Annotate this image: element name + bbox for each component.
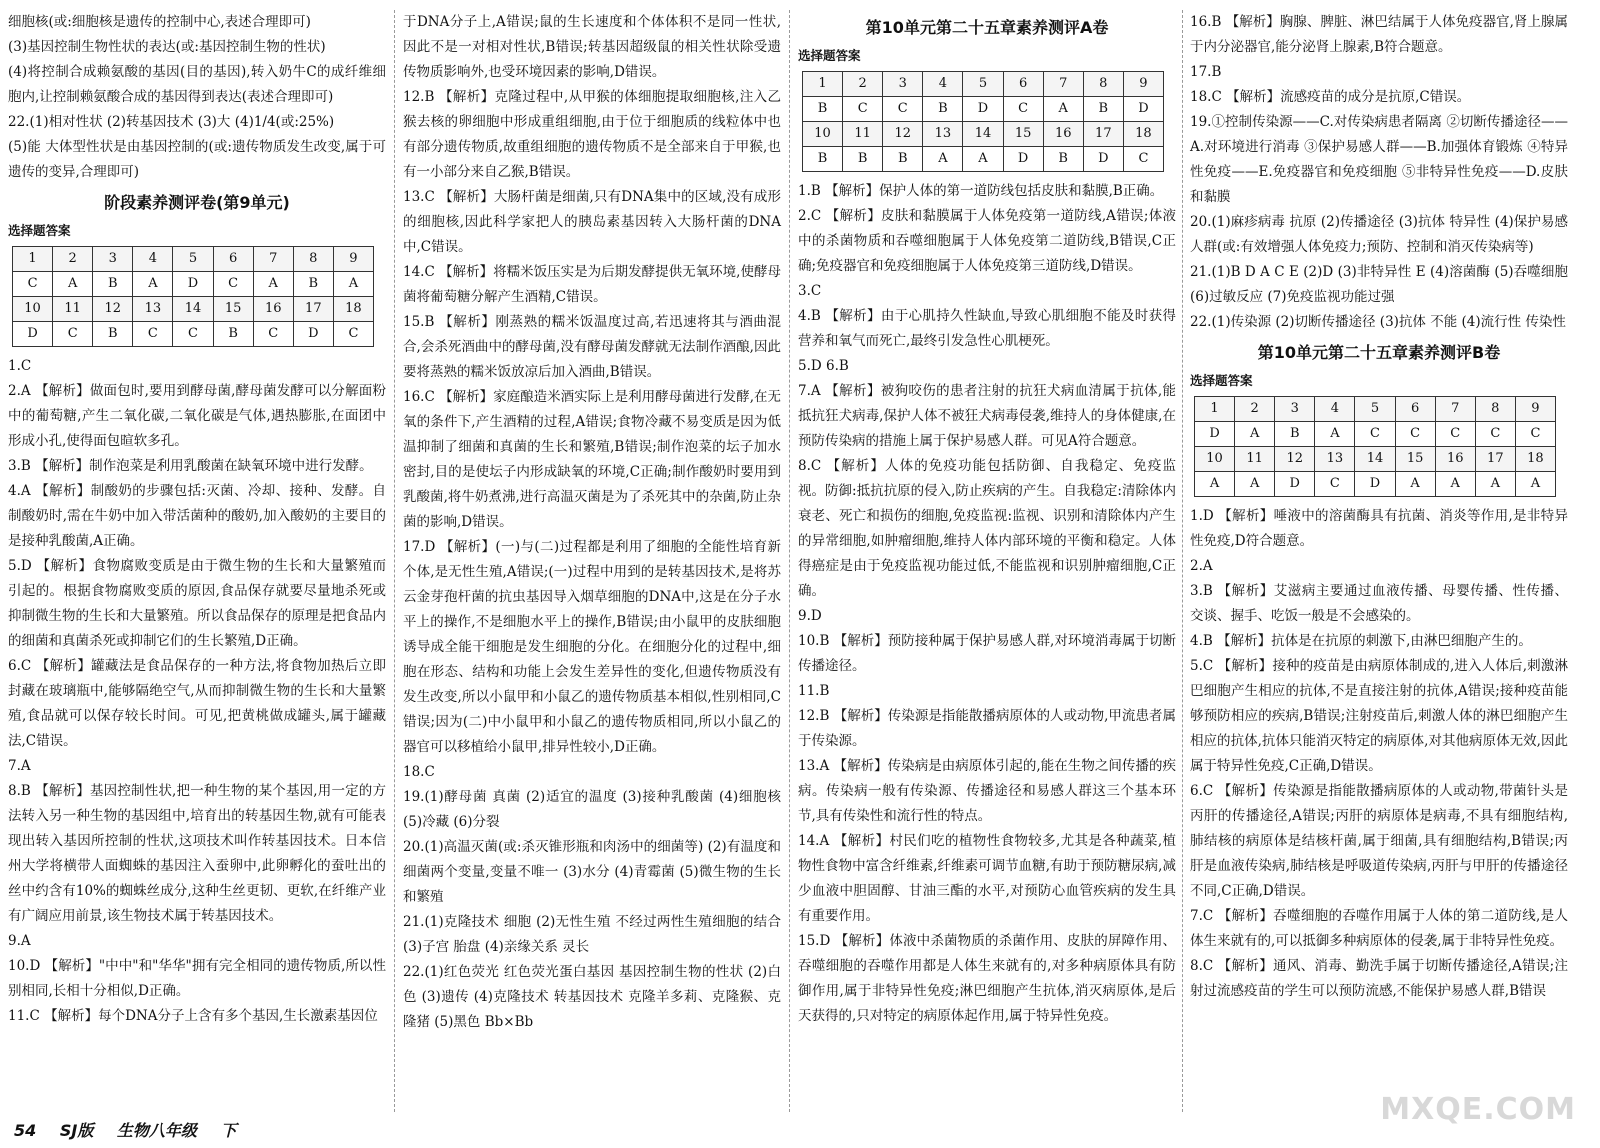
table-cell: A [333,272,373,297]
table-cell: 16 [1435,447,1475,472]
table-cell: 1 [803,72,843,97]
answer-paragraph: 12.B 【解析】克隆过程中,从甲猴的体细胞提取细胞核,注入乙猴去核的卵细胞中形成重组细胞,由于位于细胞质的线粒体中也有部分遗传物质,故重组细胞的遗传物质不是全部来自于甲猴,也有一小部分来自乙猴,B错误。 [403,89,781,180]
table-cell: B [93,272,133,297]
table-row [1195,397,1556,422]
table-cell: 4 [923,72,963,97]
table-cell: A [1395,472,1435,497]
table-cell: 14 [1355,447,1395,472]
answer-paragraph: 3.B 【解析】艾滋病主要通过血液传播、母婴传播、性传播、交谈、握手、吃饭一般是不会感染的。 [1190,583,1568,624]
table-cell: A [963,147,1003,172]
table-cell: 2 [53,247,93,272]
table-cell: D [293,322,333,347]
table-cell: 11 [1235,447,1275,472]
table-cell: 8 [293,247,333,272]
table-cell: 17 [1475,447,1515,472]
table-row [13,297,374,322]
table-cell: 13 [1315,447,1355,472]
table-cell: D [963,97,1003,122]
table-cell: B [1083,97,1123,122]
table-cell: 11 [843,122,883,147]
table-cell: 3 [93,247,133,272]
table-cell: D [1355,472,1395,497]
table-cell: 18 [333,297,373,322]
answer-paragraph: 21.(1)克隆技术 细胞 (2)无性生殖 不经过两性生殖细胞的结合 (3)子宫 胎盘 (4)亲缘关系 灵长 [403,914,781,955]
table-cell: 3 [1275,397,1315,422]
table-cell: 12 [883,122,923,147]
page-footer [14,1118,255,1141]
table-cell: B [883,147,923,172]
answer-paragraph: 18.C 【解析】流感疫苗的成分是抗原,C错误。 [1190,89,1471,105]
table-cell: D [1275,472,1315,497]
table-cell: A [133,272,173,297]
table-cell: C [333,322,373,347]
table-cell: 5 [963,72,1003,97]
table-cell: 6 [1395,397,1435,422]
answer-paragraph: 4.B 【解析】由于心肌持久性缺血,导致心肌细胞不能及时获得营养和氧气而死亡,最终引发急性心肌梗死。 [798,308,1176,349]
table-cell: 13 [923,122,963,147]
answer-paragraph: 21.(1)B D A C E (2)D (3)非特异性 E (4)溶菌酶 (5)吞噬细胞 (6)过敏反应 (7)免疫监视功能过强 [1190,264,1568,305]
table-row [13,247,374,272]
table-cell: 11 [53,297,93,322]
table-cell: 15 [1395,447,1435,472]
page-number: 54 [14,1121,37,1140]
answer-paragraph: 4.A 【解析】制酸奶的步骤包括:灭菌、冷却、接种、发酵。自制酸奶时,需在牛奶中加入带活菌种的酸奶,加入酸奶的主要目的是接种乳酸菌,A正确。 [8,483,386,549]
table-cell: D [1195,422,1235,447]
column-2 [403,10,781,1035]
answer-paragraph: 2.A 【解析】做面包时,要用到酵母菌,酵母菌发酵可以分解面粉中的葡萄糖,产生二氧化碳,二氧化碳是气体,遇热膨胀,在面团中形成小孔,使得面包暄软多孔。 [8,383,386,449]
table-cell: B [803,147,843,172]
answer-paragraph: 22.(1)相对性状 (2)转基因技术 (3)大 (4)1/4(或:25%) [8,114,335,130]
table-row [803,97,1164,122]
watermark: MXQE.COM [1380,1092,1576,1127]
table-cell: 6 [213,247,253,272]
answer-paragraph: 2.A [1190,558,1213,574]
table-cell: 14 [173,297,213,322]
table-cell: A [1043,97,1083,122]
table-cell: 18 [1123,122,1163,147]
table-cell: B [213,322,253,347]
table-cell: A [1515,472,1555,497]
table-cell: 12 [93,297,133,322]
answer-paragraph: 10.D 【解析】"中中"和"华华"拥有完全相同的遗传物质,所以性别相同,长相十分相似,D正确。 [8,958,386,999]
answer-paragraph: 2.C 【解析】皮肤和黏膜属于人体免疫第一道防线,A错误;体液中的杀菌物质和吞噬细胞属于人体免疫第二道防线,B错误,C正确;免疫器官和免疫细胞属于人体免疫第三道防线,D错误。 [798,208,1176,274]
answer-paragraph: 5.C 【解析】接种的疫苗是由病原体制成的,进入人体后,刺激淋巴细胞产生相应的抗体,不是直接注射的抗体,A错误;接种疫苗能够预防相应的疾病,B错误;注射疫苗后,刺激人体的淋巴细胞产生相应的抗体,抗体只能消灭特定的病原体,对其他病原体无效,因此属于特异性免疫,C正确,D错误。 [1190,658,1568,774]
answer-paragraph: 3.C [798,283,822,299]
answer-paragraph: (5)能 大体型性状是由基因控制的(或:遗传物质发生改变,属于可遗传的变异,合理即可) [8,139,386,180]
table-row [13,322,374,347]
answer-paragraph: 1.B 【解析】保护人体的第一道防线包括皮肤和黏膜,B正确。 [798,183,1164,199]
answer-table [1194,396,1556,497]
section-title: 第10单元第二十五章素养测评B卷 [1257,343,1501,362]
table-cell: C [53,322,93,347]
table-cell: A [1475,472,1515,497]
table-cell: D [173,272,213,297]
answer-paragraph: 20.(1)麻疹病毒 抗原 (2)传播途径 (3)抗体 特异性 (4)保护易感人群(或:有效增强人体免疫力;预防、控制和消灭传染病等) [1190,214,1568,255]
table-cell: C [1395,422,1435,447]
table-cell: A [1235,422,1275,447]
answer-paragraph: 8.B 【解析】基因控制性状,把一种生物的某个基因,用一定的方法转入另一种生物的基因组中,培育出的转基因生物,就有可能表现出转入基因所控制的性状,这项技术叫作转基因技术。日本信州大学将横带人面蜘蛛的基因注入蚕卵中,此卵孵化的蚕吐出的丝中约含有10%的蜘蛛丝成分,这种生丝更韧、更软,在纤维产业有广阔应用前景,该生物技术属于转基因技术。 [8,783,386,924]
table-cell: A [923,147,963,172]
table-cell: 5 [173,247,213,272]
column-divider [1182,10,1183,1112]
table-cell: D [1123,97,1163,122]
answer-paragraph: 9.D [798,608,822,624]
table-cell: A [1435,472,1475,497]
table-row [13,272,374,297]
answer-paragraph: 5.D 6.B [798,358,849,374]
answer-paragraph: 7.C 【解析】吞噬细胞的吞噬作用属于人体的第二道防线,是人体生来就有的,可以抵御多种病原体的侵袭,属于非特异性免疫。 [1190,908,1568,949]
answer-paragraph: 6.C 【解析】传染源是指能散播病原体的人或动物,带菌针头是丙肝的传播途径,A错误;丙肝的病原体是病毒,不具有细胞结构,肺结核的病原体是结核杆菌,属于细菌,具有细胞结构,B错误;丙肝是血液传染病,肺结核是呼吸道传染病,丙肝与甲肝的传播途径不同,C正确,D错误。 [1190,783,1568,899]
table-cell: 18 [1515,447,1555,472]
table-cell: C [1355,422,1395,447]
answer-paragraph: 10.B 【解析】预防接种属于保护易感人群,对环境消毒属于切断传播途径。 [798,633,1176,674]
answers-label: 选择题答案 [798,48,861,63]
table-cell: 1 [13,247,53,272]
table-row [803,122,1164,147]
section-title: 阶段素养测评卷(第9单元) [104,193,290,212]
answer-paragraph: 17.B [1190,64,1222,80]
answer-paragraph: 18.C [403,764,435,780]
answer-paragraph: 22.(1)红色荧光 红色荧光蛋白基因 基因控制生物的性状 (2)白色 (3)遗传 (4)克隆技术 转基因技术 克隆羊多莉、克隆猴、克隆猪 (5)黑色 Bb×Bb [403,964,781,1030]
answer-paragraph: 13.C 【解析】大肠杆菌是细菌,只有DNA集中的区域,没有成形的细胞核,因此科学家把人的胰岛素基因转入大肠杆菌的DNA中,C错误。 [403,189,781,255]
answer-paragraph: 16.B 【解析】胸腺、脾脏、淋巴结属于人体免疫器官,肾上腺属于内分泌器官,能分泌肾上腺素,B符合题意。 [1190,14,1568,55]
answer-paragraph: 13.A 【解析】传染病是由病原体引起的,能在生物之间传播的疾病。传染病一般有传染源、传播途径和易感人群这三个基本环节,具有传染性和流行性的特点。 [798,758,1176,824]
table-cell: 4 [1315,397,1355,422]
answer-paragraph: (3)基因控制生物性状的表达(或:基因控制生物的性状) [8,39,326,55]
table-cell: B [293,272,333,297]
table-cell: 2 [843,72,883,97]
table-cell: 14 [963,122,1003,147]
answer-paragraph: 于DNA分子上,A错误;鼠的生长速度和个体体积不是同一性状,因此不是一对相对性状,B错误;转基因超级鼠的相关性状除受遗传物质影响外,也受环境因素的影响,D错误。 [403,14,781,80]
table-row [1195,447,1556,472]
table-cell: C [133,322,173,347]
table-cell: B [1275,422,1315,447]
table-cell: 9 [333,247,373,272]
table-cell: B [843,147,883,172]
answer-paragraph: 7.A 【解析】被狗咬伤的患者注射的抗狂犬病血清属于抗体,能抵抗狂犬病毒,保护人体不被狂犬病毒侵袭,维持人的身体健康,在预防传染病的措施上属于保护易感人群。可见A符合题意。 [798,383,1176,449]
answer-paragraph: 16.C 【解析】家庭酿造米酒实际上是利用酵母菌进行发酵,在无氧的条件下,产生酒精的过程,A错误;食物冷藏不易变质是因为低温抑制了细菌和真菌的生长和繁殖,B错误;制作泡菜的坛子加水密封,目的是使坛子内形成缺氧的环境,C正确;制作酸奶时要用到乳酸菌,将牛奶煮沸,进行高温灭菌是为了杀死其中的杂菌,防止杂菌的影响,D错误。 [403,389,781,530]
table-cell: 13 [133,297,173,322]
column-divider [394,10,395,1112]
table-cell: 1 [1195,397,1235,422]
table-cell: 4 [133,247,173,272]
volume-label: 下 [220,1121,237,1140]
table-cell: C [1003,97,1043,122]
answer-paragraph: 19.(1)酵母菌 真菌 (2)适宜的温度 (3)接种乳酸菌 (4)细胞核 (5)冷藏 (6)分裂 [403,789,781,830]
column-1 [8,10,386,1029]
answer-paragraph: 14.C 【解析】将糯米饭压实是为后期发酵提供无氧环境,使酵母菌将葡萄糖分解产生酒精,C错误。 [403,264,781,305]
answer-paragraph: (4)将控制合成赖氨酸的基因(目的基因),转入奶牛C的成纤维细胞内,让控制赖氨酸合成的基因得到表达(表述合理即可) [8,64,386,105]
table-cell: 5 [1355,397,1395,422]
answer-table [12,246,374,347]
section-title: 第10单元第二十五章素养测评A卷 [865,18,1109,37]
table-cell: 7 [253,247,293,272]
answer-table [802,71,1164,172]
table-cell: 15 [213,297,253,322]
table-cell: C [1123,147,1163,172]
table-cell: B [923,97,963,122]
table-cell: 17 [1083,122,1123,147]
table-cell: C [1475,422,1515,447]
table-cell: A [1195,472,1235,497]
table-cell: 17 [293,297,333,322]
table-cell: 9 [1515,397,1555,422]
table-cell: B [93,322,133,347]
answer-paragraph: 14.A 【解析】村民们吃的植物性食物较多,尤其是各种蔬菜,植物性食物中富含纤维素,纤维素可调节血糖,有助于预防糖尿病,减少血液中胆固醇、甘油三酯的水平,对预防心血管疾病的发生具有重要作用。 [798,833,1176,924]
answer-paragraph: 3.B 【解析】制作泡菜是利用乳酸菌在缺氧环境中进行发酵。 [8,458,373,474]
table-cell: 3 [883,72,923,97]
table-cell: C [843,97,883,122]
table-cell: D [13,322,53,347]
table-cell: C [213,272,253,297]
table-cell: 7 [1435,397,1475,422]
answer-paragraph: 9.A [8,933,31,949]
table-row [1195,422,1556,447]
table-cell: 8 [1083,72,1123,97]
answer-paragraph: 17.D 【解析】(一)与(二)过程都是利用了细胞的全能性培育新个体,是无性生殖,A错误;(一)过程中用到的是转基因技术,是将苏云金芽孢杆菌的抗虫基因导入烟草细胞的DNA中,这是在分子水平上的操作,不是细胞水平上的操作,B错误;由小鼠甲的皮肤细胞诱导成全能干细胞是发生细胞的分化。在细胞分化的过程中,细胞在形态、结构和功能上会发生差异性的变化,但遗传物质没有发生改变,所以小鼠甲和小鼠乙的遗传物质基本相似,性别相同,C错误;因为(二)中小鼠甲和小鼠乙的遗传物质相同,所以小鼠乙的器官可以移植给小鼠甲,排异性较小,D正确。 [403,539,781,755]
table-cell: C [1315,472,1355,497]
column-3 [798,10,1176,1029]
table-cell: C [1515,422,1555,447]
answer-paragraph: 1.C [8,358,32,374]
answer-paragraph: 11.C 【解析】每个DNA分子上含有多个基因,生长激素基因位 [8,1008,378,1024]
table-cell: 10 [803,122,843,147]
answer-paragraph: 20.(1)高温灭菌(或:杀灭锥形瓶和肉汤中的细菌等) (2)有温度和细菌两个变量,变量不唯一 (3)水分 (4)青霉菌 (5)微生物的生长和繁殖 [403,839,781,905]
table-cell: C [1435,422,1475,447]
answer-paragraph: 细胞核(或:细胞核是遗传的控制中心,表述合理即可) [8,14,311,30]
table-row [803,147,1164,172]
answer-paragraph: 12.B 【解析】传染源是指能散播病原体的人或动物,甲流患者属于传染源。 [798,708,1176,749]
answer-paragraph: 7.A [8,758,31,774]
subject-label: 生物八年级 [116,1121,197,1140]
table-cell: B [803,97,843,122]
edition-label: SJ版 [59,1121,94,1140]
table-cell: 8 [1475,397,1515,422]
answers-label: 选择题答案 [1190,373,1253,388]
table-cell: 15 [1003,122,1043,147]
answer-paragraph: 8.C 【解析】通风、消毒、勤洗手属于切断传播途径,A错误;注射过流感疫苗的学生可以预防流感,不能保护易感人群,B错误 [1190,958,1568,999]
answers-label: 选择题答案 [8,223,71,238]
column-divider [789,10,790,1112]
answer-paragraph: 11.B [798,683,830,699]
answer-paragraph: 1.D 【解析】唾液中的溶菌酶具有抗菌、消炎等作用,是非特异性免疫,D符合题意。 [1190,508,1568,549]
table-cell: A [1235,472,1275,497]
table-cell: 2 [1235,397,1275,422]
table-cell: 12 [1275,447,1315,472]
table-cell: 9 [1123,72,1163,97]
answer-paragraph: 8.C 【解析】人体的免疫功能包括防御、自我稳定、免疫监视。防御:抵抗抗原的侵入,防止疾病的产生。自我稳定:清除体内衰老、死亡和损伤的细胞,免疫监视:监视、识别和清除体内产生的异常细胞,如肿瘤细胞,维持人体内部环境的平衡和稳定。人体得癌症是由于免疫监视功能过低,不能监视和识别肿瘤细胞,C正确。 [798,458,1176,599]
table-cell: A [53,272,93,297]
column-4 [1190,10,1568,1004]
answer-paragraph: 22.(1)传染源 (2)切断传播途径 (3)抗体 不能 (4)流行性 传染性 [1190,314,1566,330]
table-row [1195,472,1556,497]
table-cell: 16 [1043,122,1083,147]
table-cell: D [1083,147,1123,172]
answer-paragraph: 4.B 【解析】抗体是在抗原的刺激下,由淋巴细胞产生的。 [1190,633,1532,649]
table-cell: C [253,322,293,347]
answer-paragraph: 15.B 【解析】刚蒸熟的糯米饭温度过高,若迅速将其与酒曲混合,会杀死酒曲中的酵母菌,没有酵母菌发酵就无法制作酒酿,因此要将蒸熟的糯米饭放凉后加入酒曲,B错误。 [403,314,781,380]
table-cell: A [1315,422,1355,447]
table-cell: 6 [1003,72,1043,97]
table-cell: 16 [253,297,293,322]
table-cell: D [1003,147,1043,172]
answer-paragraph: 19.①控制传染源——C.对传染病患者隔离 ②切断传播途径——A.对环境进行消毒 ③保护易感人群——B.加强体育锻炼 ④特异性免疫——E.免疫器官和免疫细胞 ⑤非特异性免疫——D.皮肤和黏膜 [1190,114,1568,205]
table-cell: B [1043,147,1083,172]
table-cell: A [253,272,293,297]
table-cell: 10 [1195,447,1235,472]
answer-paragraph: 6.C 【解析】罐藏法是食品保存的一种方法,将食物加热后立即封藏在玻璃瓶中,能够隔绝空气,从而抑制微生物的生长和大量繁殖,食品就可以保存较长时间。可见,把黄桃做成罐头,属于罐藏法,C错误。 [8,658,386,749]
table-cell: 10 [13,297,53,322]
answer-paragraph: 5.D 【解析】食物腐败变质是由于微生物的生长和大量繁殖而引起的。根据食物腐败变质的原因,食品保存就要尽量地杀死或抑制微生物的生长和大量繁殖。所以食品保存的原理是把食品内的细菌和真菌杀死或抑制它们的生长繁殖,D正确。 [8,558,386,649]
table-cell: C [13,272,53,297]
table-cell: C [173,322,213,347]
table-cell: 7 [1043,72,1083,97]
table-row [803,72,1164,97]
answer-paragraph: 15.D 【解析】体液中杀菌物质的杀菌作用、皮肤的屏障作用、吞噬细胞的吞噬作用都是人体生来就有的,对多种病原体具有防御作用,属于非特异性免疫;淋巴细胞产生抗体,消灭病原体,是后天获得的,只对特定的病原体起作用,属于特异性免疫。 [798,933,1176,1024]
table-cell: C [883,97,923,122]
